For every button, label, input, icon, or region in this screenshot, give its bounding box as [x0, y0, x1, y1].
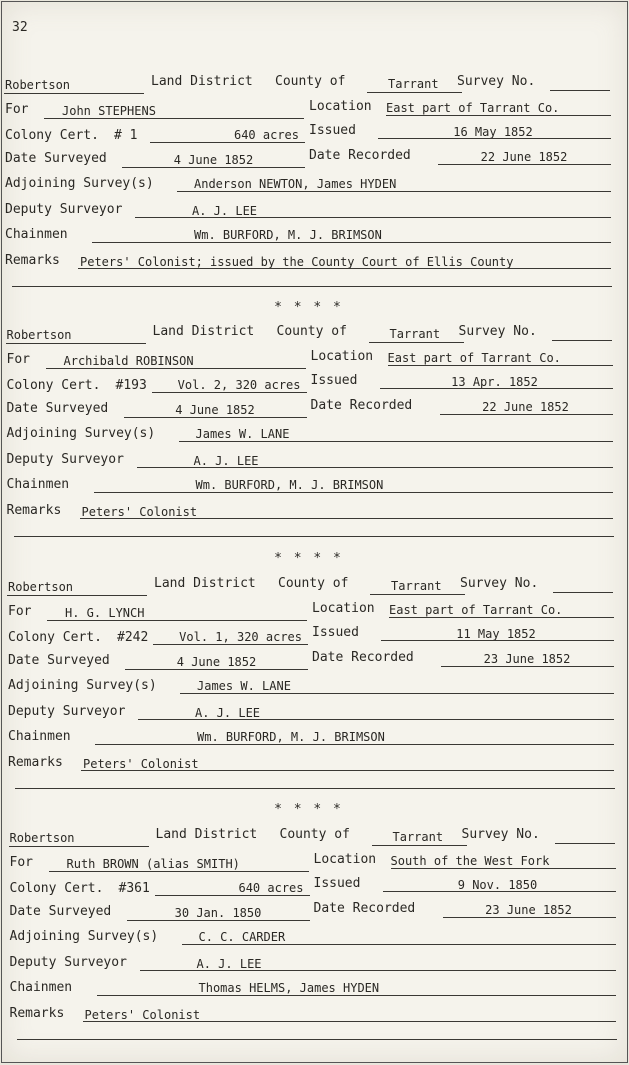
- date-surveyed-value: 4 June 1852: [175, 403, 255, 417]
- location-value: East part of Tarrant Co.: [386, 101, 560, 115]
- location-label: Location: [313, 852, 377, 867]
- issued-value: 16 May 1852: [453, 125, 533, 139]
- deputy-surveyor-label: Deputy Surveyor: [9, 955, 127, 970]
- date-recorded-label: Date Recorded: [313, 901, 416, 916]
- issued-label: Issued: [309, 123, 356, 138]
- form-underline: [370, 594, 465, 595]
- remarks-value: Peters' Colonist; issued by the County Court of Ellis County: [80, 255, 514, 269]
- form-underline: [124, 417, 307, 418]
- chainmen-value: Wm. BURFORD, M. J. BRIMSON: [194, 228, 382, 242]
- form-underline: [555, 843, 615, 844]
- adjoining-surveys-value: James W. LANE: [195, 427, 290, 441]
- date-surveyed-value: 30 Jan. 1850: [174, 906, 262, 920]
- date-recorded-value: 23 June 1852: [483, 652, 571, 666]
- remarks-label: Remarks: [9, 1006, 65, 1021]
- form-underline: [150, 142, 305, 143]
- survey-no-label: Survey No.: [461, 827, 540, 842]
- land-district-value: Robertson: [9, 831, 75, 845]
- date-recorded-value: 22 June 1852: [480, 150, 568, 164]
- form-underline: [95, 744, 614, 745]
- colony-cert-number: #361: [118, 881, 150, 896]
- colony-cert-detail: Vol. 2, 320 acres: [177, 378, 301, 392]
- colony-cert-label: Colony Cert.: [6, 378, 101, 393]
- for-label: For: [8, 604, 32, 619]
- form-underline: [127, 920, 310, 921]
- location-label: Location: [309, 99, 372, 114]
- form-underline: [122, 167, 305, 168]
- county-of-label: County of: [276, 324, 347, 339]
- adjoining-surveys-value: C. C. CARDER: [198, 930, 286, 944]
- date-surveyed-label: Date Surveyed: [9, 904, 112, 919]
- date-surveyed-label: Date Surveyed: [8, 653, 110, 668]
- record-separator: * * * *: [274, 551, 343, 566]
- issued-label: Issued: [313, 876, 361, 891]
- remarks-value: Peters' Colonist: [81, 505, 198, 519]
- form-underline: [438, 164, 611, 165]
- grantee-value: H. G. LYNCH: [65, 606, 145, 620]
- colony-cert-detail: 640 acres: [238, 881, 304, 895]
- grantee-value: John STEPHENS: [62, 104, 156, 118]
- issued-label: Issued: [310, 373, 358, 388]
- form-underline: [44, 118, 304, 119]
- colony-cert-number: #242: [117, 630, 149, 645]
- form-underline: [388, 365, 613, 366]
- form-underline: [383, 891, 616, 892]
- form-underline: [550, 90, 610, 91]
- form-underline: [135, 217, 611, 218]
- form-underline: [155, 895, 310, 896]
- date-recorded-label: Date Recorded: [312, 650, 414, 665]
- county-value: Tarrant: [391, 579, 442, 593]
- land-district-value: Robertson: [5, 78, 71, 92]
- deputy-surveyor-value: A. J. LEE: [193, 454, 259, 468]
- deputy-surveyor-value: A. J. LEE: [192, 204, 258, 218]
- date-recorded-value: 22 June 1852: [482, 400, 569, 414]
- date-surveyed-value: 4 June 1852: [173, 153, 254, 167]
- form-underline: [553, 592, 613, 593]
- form-underline: [369, 342, 464, 343]
- county-value: Tarrant: [389, 327, 441, 341]
- date-recorded-label: Date Recorded: [310, 398, 413, 413]
- date-surveyed-label: Date Surveyed: [5, 151, 107, 166]
- form-underline: [83, 1021, 616, 1022]
- county-value: Tarrant: [388, 77, 439, 91]
- form-underline: [372, 845, 467, 846]
- date-recorded-label: Date Recorded: [309, 148, 411, 163]
- remarks-value: Peters' Colonist: [84, 1008, 201, 1022]
- issued-value: 11 May 1852: [456, 627, 536, 641]
- record-bottom-rule: [12, 286, 612, 287]
- colony-cert-label: Colony Cert.: [8, 630, 102, 645]
- record-separator: * * * *: [274, 300, 343, 315]
- for-label: For: [5, 102, 29, 117]
- deputy-surveyor-label: Deputy Surveyor: [5, 202, 123, 217]
- form-underline: [391, 868, 616, 869]
- grantee-value: Archibald ROBINSON: [63, 354, 194, 368]
- form-underline: [9, 846, 149, 847]
- adjoining-surveys-label: Adjoining Survey(s): [9, 929, 159, 944]
- adjoining-surveys-value: James W. LANE: [197, 679, 291, 693]
- chainmen-value: Wm. BURFORD, M. J. BRIMSON: [195, 478, 384, 492]
- grantee-value: Ruth BROWN (alias SMITH): [66, 857, 240, 871]
- record-separator: * * * *: [274, 802, 343, 817]
- location-value: East part of Tarrant Co.: [389, 603, 563, 617]
- form-underline: [440, 414, 613, 415]
- for-label: For: [6, 352, 30, 367]
- record-bottom-rule: [17, 1039, 617, 1040]
- page-number: 32: [12, 20, 28, 35]
- survey-record: [2, 827, 628, 1052]
- form-underline: [4, 93, 144, 94]
- form-underline: [179, 441, 613, 442]
- form-underline: [378, 138, 611, 139]
- adjoining-surveys-label: Adjoining Survey(s): [6, 426, 156, 441]
- chainmen-label: Chainmen: [5, 227, 68, 242]
- form-underline: [386, 115, 611, 116]
- remarks-value: Peters' Colonist: [83, 757, 199, 771]
- form-underline: [7, 595, 147, 596]
- location-value: South of the West Fork: [390, 854, 550, 868]
- survey-record: [2, 576, 628, 801]
- form-underline: [441, 666, 614, 667]
- form-underline: [152, 392, 307, 393]
- form-underline: [137, 467, 613, 468]
- land-district-value: Robertson: [6, 328, 72, 342]
- county-of-label: County of: [279, 827, 350, 842]
- land-district-label: Land District: [152, 324, 255, 339]
- form-underline: [6, 343, 146, 344]
- issued-value: 13 Apr. 1852: [451, 375, 538, 389]
- survey-record: [2, 74, 628, 299]
- colony-cert-detail: 640 acres: [233, 128, 299, 142]
- form-underline: [140, 970, 616, 971]
- form-underline: [49, 871, 309, 872]
- remarks-label: Remarks: [6, 503, 62, 518]
- record-bottom-rule: [14, 536, 614, 537]
- form-underline: [180, 693, 614, 694]
- issued-value: 9 Nov. 1850: [457, 878, 538, 892]
- form-underline: [153, 644, 308, 645]
- form-underline: [443, 917, 616, 918]
- survey-record: [2, 324, 628, 549]
- form-underline: [81, 770, 614, 771]
- land-district-label: Land District: [155, 827, 258, 842]
- chainmen-label: Chainmen: [6, 477, 70, 492]
- document-page: [1, 1, 628, 1063]
- remarks-label: Remarks: [5, 253, 60, 268]
- form-underline: [47, 620, 307, 621]
- survey-no-label: Survey No.: [460, 576, 539, 591]
- form-underline: [182, 944, 616, 945]
- deputy-surveyor-label: Deputy Surveyor: [6, 452, 124, 467]
- form-underline: [177, 191, 611, 192]
- county-of-label: County of: [278, 576, 349, 591]
- deputy-surveyor-value: A. J. LEE: [195, 706, 261, 720]
- chainmen-label: Chainmen: [9, 980, 73, 995]
- adjoining-surveys-value: Anderson NEWTON, James HYDEN: [194, 177, 397, 191]
- adjoining-surveys-label: Adjoining Survey(s): [8, 678, 157, 693]
- county-of-label: County of: [275, 74, 346, 89]
- chainmen-label: Chainmen: [8, 729, 71, 744]
- location-label: Location: [312, 601, 375, 616]
- colony-cert-label: Colony Cert.: [5, 128, 99, 143]
- deputy-surveyor-value: A. J. LEE: [196, 957, 262, 971]
- form-underline: [125, 669, 308, 670]
- form-underline: [78, 268, 611, 269]
- form-underline: [552, 340, 612, 341]
- form-underline: [92, 242, 611, 243]
- chainmen-value: Thomas HELMS, James HYDEN: [198, 981, 380, 995]
- date-surveyed-label: Date Surveyed: [6, 401, 109, 416]
- form-underline: [80, 518, 613, 519]
- deputy-surveyor-label: Deputy Surveyor: [8, 704, 126, 719]
- form-underline: [46, 368, 306, 369]
- colony-cert-number: # 1: [114, 128, 138, 143]
- form-underline: [367, 92, 462, 93]
- form-underline: [97, 995, 616, 996]
- form-underline: [381, 640, 614, 641]
- county-value: Tarrant: [392, 830, 444, 844]
- form-underline: [138, 719, 614, 720]
- colony-cert-number: #193: [115, 378, 147, 393]
- remarks-label: Remarks: [8, 755, 63, 770]
- land-district-label: Land District: [154, 576, 256, 591]
- date-surveyed-value: 4 June 1852: [176, 655, 257, 669]
- survey-no-label: Survey No.: [458, 324, 537, 339]
- adjoining-surveys-label: Adjoining Survey(s): [5, 176, 154, 191]
- form-underline: [380, 388, 613, 389]
- for-label: For: [9, 855, 33, 870]
- colony-cert-label: Colony Cert.: [9, 881, 104, 896]
- record-bottom-rule: [15, 788, 615, 789]
- form-underline: [94, 492, 613, 493]
- land-district-value: Robertson: [8, 580, 74, 594]
- location-value: East part of Tarrant Co.: [387, 351, 561, 365]
- colony-cert-detail: Vol. 1, 320 acres: [179, 630, 302, 644]
- issued-label: Issued: [312, 625, 359, 640]
- location-label: Location: [310, 349, 374, 364]
- date-recorded-value: 23 June 1852: [485, 903, 572, 917]
- chainmen-value: Wm. BURFORD, M. J. BRIMSON: [197, 730, 385, 744]
- survey-no-label: Survey No.: [457, 74, 536, 89]
- form-underline: [389, 617, 614, 618]
- land-district-label: Land District: [151, 74, 253, 89]
